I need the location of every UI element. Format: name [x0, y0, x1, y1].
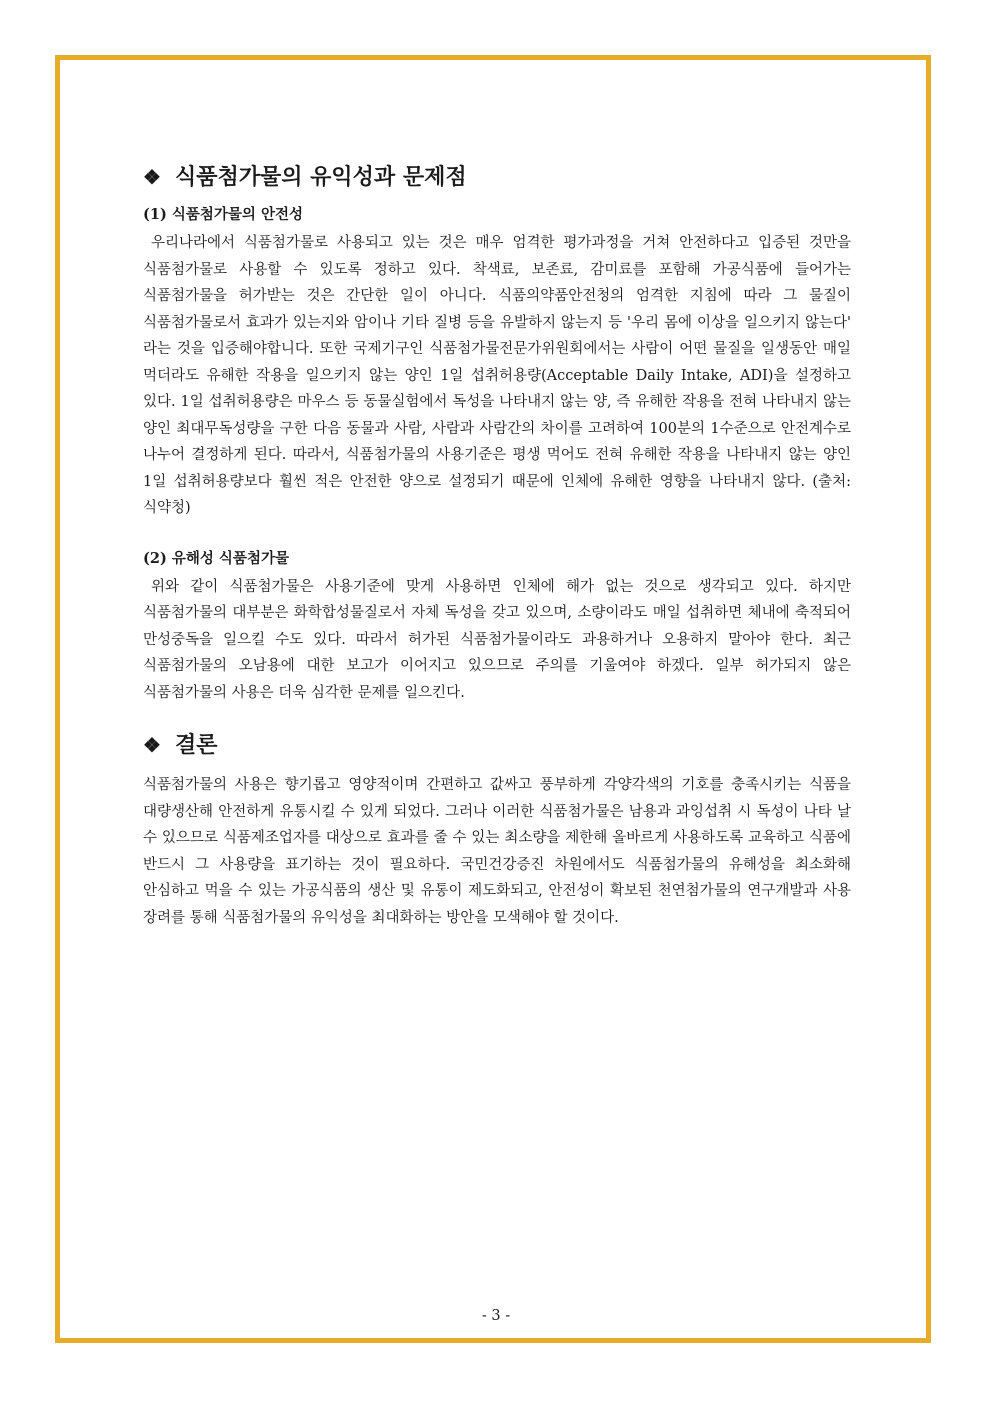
section-heading-text: 결론 — [175, 732, 218, 758]
page-number: - 3 - — [481, 1308, 511, 1324]
paragraph-conclusion: 식품첨가물의 사용은 향기롭고 영양적이며 간편하고 값싸고 풍부하게 각양각색의 기호를 충족시키는 식품을 대량생산해 안전하게 유통시킬 수 있게 되었다. 그러나 이러한 식품첨가물은 남용과 과잉섭취 시 독성이 나타 날 수 있으므로 식품제조업자를 대상으로 효과를 줄 수 있는 최소량을 제한해 올바르게 사용하도록 교육하고 식품에 반드시 그 사용량을 표기하는 것이 필요하다. 국민건강증진 차원에서도 식품첨가물의 유해성을 최소화해 안심하고 먹을 수 있는 가공식품의 생산 및 유통이 제도화되고, 안전성이 확보된 천연첨가물의 연구개발과 사용 장려를 통해 식품첨가물의 유익성을 최대화하는 방안을 모색해야 할 것이다. — [143, 777, 851, 926]
section-heading-benefits-problems — [143, 160, 851, 194]
subheading-harmful: (2) 유해성 식품첨가물 — [143, 549, 289, 567]
section-heading-text: 식품첨가물의 유익성과 문제점 — [175, 164, 467, 190]
paragraph-safety: 우리나라에서 식품첨가물로 사용되고 있는 것은 매우 엄격한 평가과정을 거쳐 안전하다고 입증된 것만을 식품첨가물로 사용할 수 있도록 정하고 있다. 착색료, 보존료, 감미료를 포함해 가공식품에 들어가는 식품첨가물을 허가받는 것은 간단한 일이 아니다. 식품의약품안전청의 엄격한 지침에 따라 그 물질이 식품첨가물로서 효과가 있는지와 암이나 기타 질병 등을 유발하지 않는지 등 '우리 몸에 이상을 일으키지 않는다' 라는 것을 입증해야합니다. 또한 국제기구인 식품첨가물전문가위원회에서는 사람이 어떤 물질을 일생동안 매일 먹더라도 유해한 작용을 일으키지 않는 양인 1일 섭취허용량(Acceptable Daily Intake, ADI)을 설정하고 있다. 1일 섭취허용량은 마우스 등 동물실험에서 독성을 나타내지 않는 양, 즉 유해한 작용을 전혀 나타내지 않는 양인 최대무독성량을 구한 다음 동물과 사람, 사람과 사람간의 차이를 고려하여 100분의 1수준으로 안전계수로 나누어 결정하게 된다. 따라서, 식품첨가물의 사용기준은 평생 먹어도 전혀 유해한 작용을 나타내지 않는 양인 1일 섭취허용량보다 훨씬 적은 안전한 양으로 설정되기 때문에 인체에 유해한 영향을 나타내지 않다. (출처:식약청) — [143, 235, 851, 516]
subheading-safety: (1) 식품첨가물의 안전성 — [143, 206, 303, 223]
paragraph-harmful: 위와 같이 식품첨가물은 사용기준에 맞게 사용하면 인체에 해가 없는 것으로 생각되고 있다. 하지만 식품첨가물의 대부분은 화학합성물질로서 자체 독성을 갖고 있으며, 소량이라도 매일 섭취하면 체내에 축적되어 만성중독을 일으킬 수도 있다. 따라서 허가된 식품첨가물이라도 과용하거나 오용하지 말아야 한다. 최근 식품첨가물의 오남용에 대한 보고가 이어지고 있으므로 주의를 기울여야 하겠다. 일부 허가되지 않은 식품첨가물의 사용은 더욱 심각한 문제를 일으킨다. — [143, 578, 851, 701]
spacer — [143, 522, 851, 548]
section-heading-conclusion — [143, 728, 851, 762]
diamond-bullet-icon: ❖ — [143, 733, 161, 757]
diamond-bullet-icon: ❖ — [143, 165, 161, 189]
spacer — [143, 706, 851, 728]
document-body — [143, 160, 851, 931]
